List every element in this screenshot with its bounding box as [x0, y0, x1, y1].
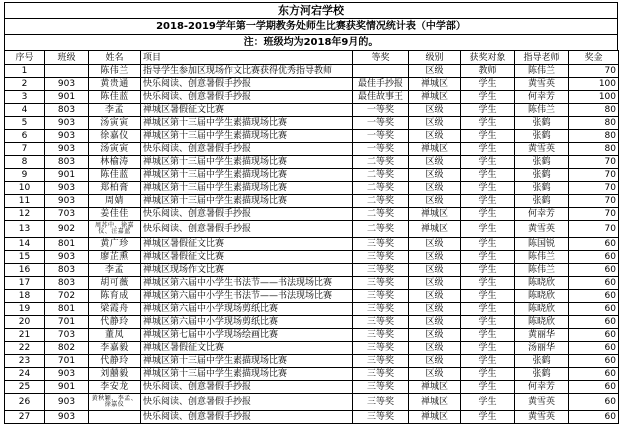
row-project: 禅城区暑假征文比赛 — [141, 104, 353, 117]
table-row — [5, 143, 619, 156]
row-project: 禅城区第十三届中学生素描现场比赛 — [141, 156, 353, 169]
row-award: 三等奖 — [353, 394, 409, 411]
row-student-name: 周婧 — [89, 195, 141, 208]
row-recipient: 学生 — [461, 381, 515, 394]
row-award: 二等奖 — [353, 208, 409, 221]
table-row — [5, 208, 619, 221]
row-bonus: 70 — [569, 169, 619, 182]
row-level: 区级 — [409, 169, 461, 182]
row-project: 禅城区第十三届中学生素描现场比赛 — [141, 355, 353, 368]
row-bonus: 60 — [569, 411, 619, 424]
table-row — [5, 303, 619, 316]
row-student-name: 黄秋颖、李孟、徐嘉仪 — [89, 394, 141, 411]
row-level: 区级 — [409, 195, 461, 208]
row-teacher: 张鹤 — [515, 355, 569, 368]
row-bonus: 100 — [569, 78, 619, 91]
row-bonus: 60 — [569, 303, 619, 316]
table-row — [5, 78, 619, 91]
row-teacher: 何幸芳 — [515, 381, 569, 394]
row-recipient: 学生 — [461, 264, 515, 277]
row-bonus: 60 — [569, 394, 619, 411]
row-student-name: 胡可薇 — [89, 277, 141, 290]
row-student-name: 黄广珍 — [89, 238, 141, 251]
header-bonus: 奖金 — [569, 51, 619, 65]
row-index: 9 — [5, 169, 45, 182]
row-student-name: 汤寅寅 — [89, 143, 141, 156]
row-bonus: 60 — [569, 355, 619, 368]
row-student-name: 陈育成 — [89, 290, 141, 303]
row-index: 10 — [5, 182, 45, 195]
row-teacher: 张鹤 — [515, 169, 569, 182]
row-level: 禅城区 — [409, 78, 461, 91]
spreadsheet — [4, 2, 618, 424]
row-recipient: 学生 — [461, 182, 515, 195]
row-project: 禅城区第七届中小学现场绘画比赛 — [141, 329, 353, 342]
row-project: 禅城区第十三届中学生素描现场比赛 — [141, 130, 353, 143]
table-row — [5, 238, 619, 251]
row-class: 803 — [45, 264, 89, 277]
row-project: 禅城区第六届中小学生书法节——书法现场比赛 — [141, 277, 353, 290]
row-index: 20 — [5, 316, 45, 329]
row-level: 禅城区 — [409, 91, 461, 104]
row-bonus: 80 — [569, 117, 619, 130]
row-index: 19 — [5, 303, 45, 316]
row-project: 禅城区第六届中小学现场剪纸比赛 — [141, 316, 353, 329]
row-level: 区级 — [409, 355, 461, 368]
row-class: 701 — [45, 355, 89, 368]
row-recipient: 学生 — [461, 117, 515, 130]
row-class: 901 — [45, 91, 89, 104]
row-project: 禅城区第十三届中学生素描现场比赛 — [141, 368, 353, 381]
row-student-name: 陈佳蓝 — [89, 91, 141, 104]
row-project: 禅城区第六届中小学现场剪纸比赛 — [141, 303, 353, 316]
row-index: 25 — [5, 381, 45, 394]
row-level: 区级 — [409, 277, 461, 290]
row-student-name: 刘囍毅 — [89, 368, 141, 381]
row-index: 15 — [5, 251, 45, 264]
row-award: 最佳故事王 — [353, 91, 409, 104]
row-award: 三等奖 — [353, 264, 409, 277]
row-student-name: 周苏中、徐嘉仪、汪嘉蓝 — [89, 221, 141, 238]
row-bonus: 60 — [569, 251, 619, 264]
row-award: 三等奖 — [353, 290, 409, 303]
row-index: 3 — [5, 91, 45, 104]
row-bonus: 60 — [569, 277, 619, 290]
row-student-name: 廖芷熏 — [89, 251, 141, 264]
row-bonus: 60 — [569, 264, 619, 277]
row-teacher: 陈晓欣 — [515, 316, 569, 329]
row-level: 区级 — [409, 303, 461, 316]
row-recipient: 学生 — [461, 156, 515, 169]
row-recipient: 学生 — [461, 251, 515, 264]
row-bonus: 80 — [569, 104, 619, 117]
table-title: 2018-2019学年第一学期教务处师生比赛获奖情况统计表（中学部） — [4, 18, 618, 34]
row-award: 三等奖 — [353, 411, 409, 424]
row-recipient: 学生 — [461, 169, 515, 182]
row-recipient: 学生 — [461, 130, 515, 143]
row-recipient: 学生 — [461, 355, 515, 368]
row-student-name: 李孟 — [89, 104, 141, 117]
table-row — [5, 342, 619, 355]
table-row — [5, 221, 619, 238]
row-class: 901 — [45, 381, 89, 394]
row-teacher: 张鹤 — [515, 195, 569, 208]
row-class: 801 — [45, 303, 89, 316]
row-project: 快乐阅读、创意暑假手抄报 — [141, 394, 353, 411]
row-award: 二等奖 — [353, 169, 409, 182]
row-student-name: 李嘉毅 — [89, 342, 141, 355]
row-index: 6 — [5, 130, 45, 143]
row-project: 禅城区暑假征文比赛 — [141, 238, 353, 251]
table-row — [5, 264, 619, 277]
row-class: 703 — [45, 329, 89, 342]
row-level: 禅城区 — [409, 381, 461, 394]
header-name: 姓名 — [89, 51, 141, 65]
row-bonus: 70 — [569, 156, 619, 169]
row-student-name: 李安龙 — [89, 381, 141, 394]
row-index: 13 — [5, 221, 45, 238]
table-row — [5, 169, 619, 182]
row-teacher: 陈晓欣 — [515, 277, 569, 290]
row-award — [353, 65, 409, 78]
row-class: 802 — [45, 342, 89, 355]
row-award: 三等奖 — [353, 316, 409, 329]
row-level: 禅城区 — [409, 143, 461, 156]
row-bonus: 60 — [569, 342, 619, 355]
row-class: 901 — [45, 169, 89, 182]
row-award: 三等奖 — [353, 355, 409, 368]
row-level: 禅城区 — [409, 221, 461, 238]
row-index: 14 — [5, 238, 45, 251]
row-recipient: 学生 — [461, 104, 515, 117]
row-class: 803 — [45, 156, 89, 169]
school-title: 东方河宕学校 — [4, 2, 618, 18]
row-bonus: 70 — [569, 195, 619, 208]
table-row — [5, 130, 619, 143]
row-project: 禅城区第十三届中学生素描现场比赛 — [141, 169, 353, 182]
row-teacher: 陈伟兰 — [515, 264, 569, 277]
row-award: 三等奖 — [353, 303, 409, 316]
row-class: 701 — [45, 316, 89, 329]
row-index: 26 — [5, 394, 45, 411]
table-row — [5, 277, 619, 290]
row-bonus: 60 — [569, 329, 619, 342]
row-index: 22 — [5, 342, 45, 355]
row-recipient: 学生 — [461, 316, 515, 329]
row-project: 禅城区第六届中小学生书法节——书法现场比赛 — [141, 290, 353, 303]
row-recipient: 学生 — [461, 78, 515, 91]
row-level: 区级 — [409, 316, 461, 329]
row-student-name: 汤寅寅 — [89, 117, 141, 130]
row-recipient: 学生 — [461, 411, 515, 424]
row-level: 区级 — [409, 156, 461, 169]
row-student-name — [89, 411, 141, 424]
row-teacher: 汤丽华 — [515, 342, 569, 355]
row-class: 903 — [45, 143, 89, 156]
row-index: 12 — [5, 208, 45, 221]
row-class: 903 — [45, 411, 89, 424]
table-body — [5, 65, 619, 424]
row-teacher: 张鹤 — [515, 156, 569, 169]
row-recipient: 学生 — [461, 143, 515, 156]
row-level: 区级 — [409, 65, 461, 78]
row-project: 快乐阅读、创意暑假手抄报 — [141, 91, 353, 104]
row-student-name: 姜佳佳 — [89, 208, 141, 221]
row-recipient: 学生 — [461, 208, 515, 221]
row-recipient: 教师 — [461, 65, 515, 78]
row-level: 区级 — [409, 117, 461, 130]
row-class: 903 — [45, 195, 89, 208]
row-bonus: 60 — [569, 238, 619, 251]
row-award: 一等奖 — [353, 104, 409, 117]
table-row — [5, 117, 619, 130]
row-recipient: 学生 — [461, 221, 515, 238]
row-award: 一等奖 — [353, 117, 409, 130]
row-student-name: 徐嘉仪 — [89, 130, 141, 143]
table-row — [5, 104, 619, 117]
row-teacher: 张鹤 — [515, 368, 569, 381]
row-level: 区级 — [409, 290, 461, 303]
row-teacher: 陈伟兰 — [515, 65, 569, 78]
row-project: 快乐阅读、创意暑假手抄报 — [141, 411, 353, 424]
row-award: 三等奖 — [353, 251, 409, 264]
row-teacher: 陈国锐 — [515, 238, 569, 251]
row-award: 二等奖 — [353, 221, 409, 238]
row-award: 三等奖 — [353, 277, 409, 290]
row-level: 区级 — [409, 251, 461, 264]
row-student-name: 代静玲 — [89, 355, 141, 368]
row-index: 18 — [5, 290, 45, 303]
table-row — [5, 329, 619, 342]
row-level: 区级 — [409, 368, 461, 381]
row-class: 903 — [45, 78, 89, 91]
row-class: 902 — [45, 221, 89, 238]
row-award: 最佳手抄报 — [353, 78, 409, 91]
row-teacher: 张鹤 — [515, 117, 569, 130]
row-award: 一等奖 — [353, 143, 409, 156]
table-row — [5, 368, 619, 381]
row-recipient: 学生 — [461, 342, 515, 355]
row-class: 903 — [45, 182, 89, 195]
row-recipient: 学生 — [461, 238, 515, 251]
row-award: 三等奖 — [353, 381, 409, 394]
row-index: 27 — [5, 411, 45, 424]
row-project: 禅城区暑假征文比赛 — [141, 251, 353, 264]
row-teacher: 黄雪英 — [515, 411, 569, 424]
table-row — [5, 355, 619, 368]
row-project: 快乐阅读、创意暑假手抄报 — [141, 208, 353, 221]
row-class: 803 — [45, 104, 89, 117]
table-row — [5, 195, 619, 208]
row-class: 801 — [45, 238, 89, 251]
table-row — [5, 182, 619, 195]
row-bonus: 80 — [569, 130, 619, 143]
table-row — [5, 381, 619, 394]
row-recipient: 学生 — [461, 91, 515, 104]
row-student-name: 代静玲 — [89, 316, 141, 329]
row-level: 区级 — [409, 329, 461, 342]
row-teacher: 何幸芳 — [515, 91, 569, 104]
row-class: 903 — [45, 368, 89, 381]
row-teacher: 张鹤 — [515, 182, 569, 195]
header-teacher: 指导老师 — [515, 51, 569, 65]
header-class: 班级 — [45, 51, 89, 65]
row-bonus: 60 — [569, 381, 619, 394]
row-recipient: 学生 — [461, 303, 515, 316]
row-level: 区级 — [409, 104, 461, 117]
row-index: 24 — [5, 368, 45, 381]
row-level: 区级 — [409, 130, 461, 143]
row-student-name: 董凤 — [89, 329, 141, 342]
row-index: 16 — [5, 264, 45, 277]
row-project: 快乐阅读、创意暑假手抄报 — [141, 221, 353, 238]
row-project: 禅城区第十三届中学生素描现场比赛 — [141, 182, 353, 195]
row-award: 三等奖 — [353, 329, 409, 342]
row-class — [45, 65, 89, 78]
row-class: 702 — [45, 290, 89, 303]
row-project: 禅城区暑假征文比赛 — [141, 342, 353, 355]
row-teacher: 何幸芳 — [515, 208, 569, 221]
row-bonus: 60 — [569, 290, 619, 303]
table-row — [5, 316, 619, 329]
row-teacher: 黄丽华 — [515, 329, 569, 342]
row-teacher: 黄雪英 — [515, 394, 569, 411]
table-row — [5, 91, 619, 104]
row-bonus: 60 — [569, 368, 619, 381]
row-student-name: 梁霞舟 — [89, 303, 141, 316]
row-teacher: 黄雪英 — [515, 78, 569, 91]
row-student-name: 郑柏膏 — [89, 182, 141, 195]
row-award: 三等奖 — [353, 368, 409, 381]
row-level: 禅城区 — [409, 208, 461, 221]
row-student-name: 陈佳蓝 — [89, 169, 141, 182]
row-teacher: 陈晓欣 — [515, 290, 569, 303]
row-project: 快乐阅读、创意暑假手抄报 — [141, 78, 353, 91]
row-class: 703 — [45, 208, 89, 221]
row-recipient: 学生 — [461, 368, 515, 381]
row-bonus: 80 — [569, 143, 619, 156]
row-recipient: 学生 — [461, 329, 515, 342]
row-index: 11 — [5, 195, 45, 208]
row-project: 指导学生参加区现场作文比赛获得优秀指导教师 — [141, 65, 353, 78]
header-recipient: 获奖对象 — [461, 51, 515, 65]
row-index: 17 — [5, 277, 45, 290]
header-row — [5, 51, 619, 65]
row-class: 903 — [45, 251, 89, 264]
row-bonus: 60 — [569, 316, 619, 329]
row-level: 禅城区 — [409, 394, 461, 411]
row-index: 7 — [5, 143, 45, 156]
row-project: 快乐阅读、创意暑假手抄报 — [141, 381, 353, 394]
row-bonus: 70 — [569, 182, 619, 195]
row-teacher: 陈伟兰 — [515, 104, 569, 117]
row-project: 禅城区现场作文比赛 — [141, 264, 353, 277]
row-class: 903 — [45, 394, 89, 411]
row-student-name: 黄贵通 — [89, 78, 141, 91]
row-recipient: 学生 — [461, 277, 515, 290]
row-index: 5 — [5, 117, 45, 130]
row-level: 区级 — [409, 238, 461, 251]
row-award: 一等奖 — [353, 130, 409, 143]
row-teacher: 陈晓欣 — [515, 303, 569, 316]
row-project: 快乐阅读、创意暑假手抄报 — [141, 143, 353, 156]
table-row — [5, 251, 619, 264]
row-award: 二等奖 — [353, 156, 409, 169]
table-note: 注：班级均为2018年9月的。 — [4, 34, 618, 50]
row-project: 禅城区第十三届中学生素描现场比赛 — [141, 195, 353, 208]
row-index: 2 — [5, 78, 45, 91]
row-student-name: 陈伟兰 — [89, 65, 141, 78]
row-student-name: 李孟 — [89, 264, 141, 277]
row-teacher: 黄雪英 — [515, 143, 569, 156]
row-class: 803 — [45, 277, 89, 290]
row-bonus: 70 — [569, 208, 619, 221]
row-level: 区级 — [409, 342, 461, 355]
row-award: 二等奖 — [353, 182, 409, 195]
row-level: 区级 — [409, 264, 461, 277]
row-teacher: 黄雪英 — [515, 221, 569, 238]
awards-table — [4, 50, 619, 424]
row-level: 区级 — [409, 182, 461, 195]
row-index: 23 — [5, 355, 45, 368]
table-row — [5, 65, 619, 78]
row-index: 8 — [5, 156, 45, 169]
row-index: 1 — [5, 65, 45, 78]
row-award: 三等奖 — [353, 238, 409, 251]
header-index: 序号 — [5, 51, 45, 65]
row-class: 903 — [45, 117, 89, 130]
row-recipient: 学生 — [461, 394, 515, 411]
row-project: 禅城区第十三届中学生素描现场比赛 — [141, 117, 353, 130]
row-bonus: 100 — [569, 91, 619, 104]
row-bonus: 70 — [569, 221, 619, 238]
header-project: 项目 — [141, 51, 353, 65]
table-row — [5, 290, 619, 303]
row-recipient: 学生 — [461, 195, 515, 208]
row-index: 21 — [5, 329, 45, 342]
row-recipient: 学生 — [461, 290, 515, 303]
row-bonus: 70 — [569, 65, 619, 78]
row-student-name: 林榆涛 — [89, 156, 141, 169]
table-row — [5, 156, 619, 169]
row-teacher: 陈伟兰 — [515, 251, 569, 264]
row-award: 三等奖 — [353, 342, 409, 355]
header-award: 等奖 — [353, 51, 409, 65]
table-row — [5, 411, 619, 424]
row-index: 4 — [5, 104, 45, 117]
table-row — [5, 394, 619, 411]
row-level: 禅城区 — [409, 411, 461, 424]
row-award: 二等奖 — [353, 195, 409, 208]
header-level: 级别 — [409, 51, 461, 65]
row-class: 903 — [45, 130, 89, 143]
row-teacher: 张鹤 — [515, 130, 569, 143]
